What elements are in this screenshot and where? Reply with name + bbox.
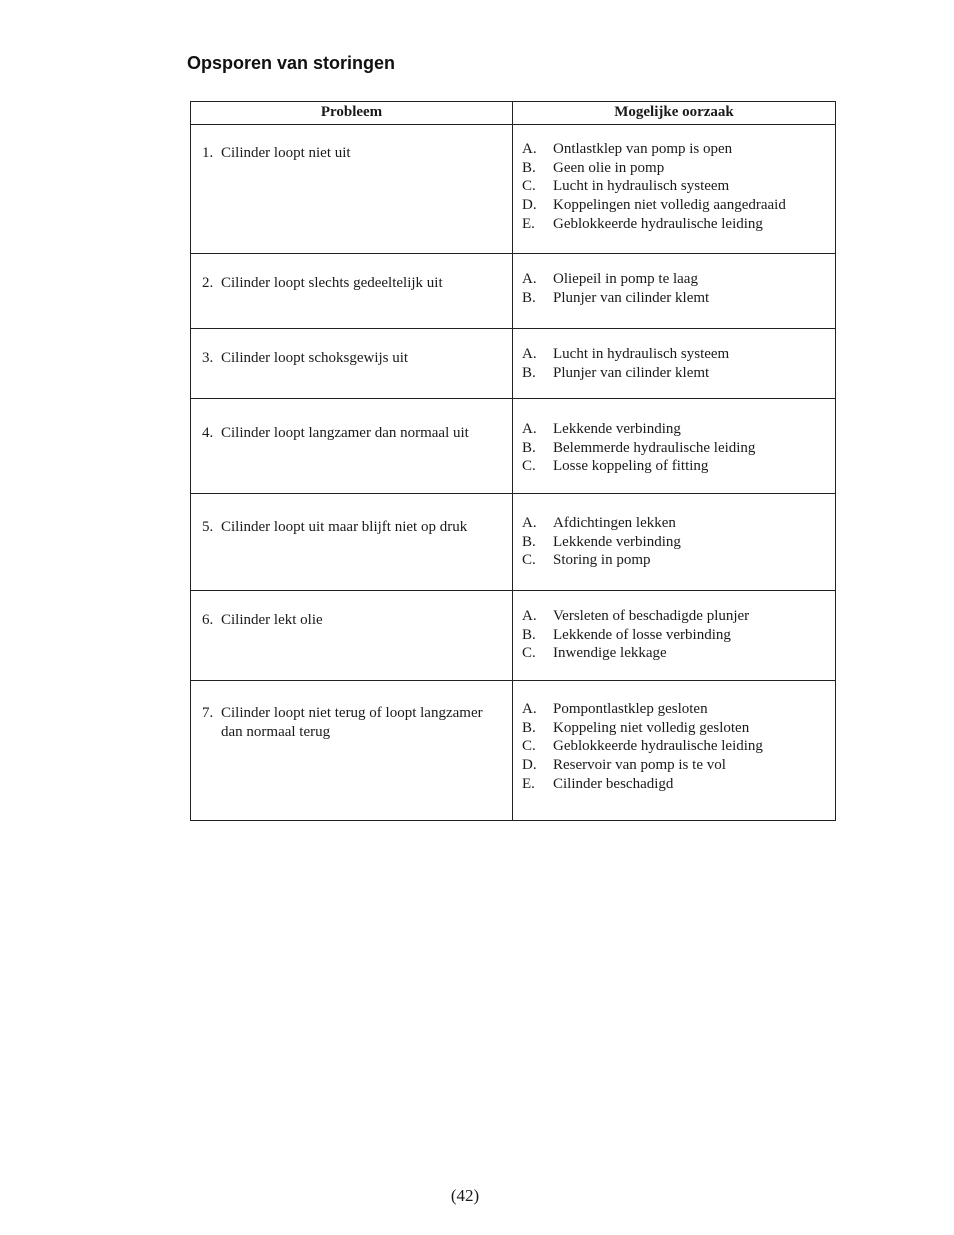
cause-letter: C. xyxy=(522,458,536,475)
cause-item xyxy=(522,514,834,533)
cause-text: Oliepeil in pomp te laag xyxy=(553,270,698,287)
problem-item xyxy=(192,704,511,742)
cause-item xyxy=(522,756,834,775)
cause-letter: B. xyxy=(522,626,536,643)
cause-letter: E. xyxy=(522,775,535,792)
problem-number: 6. xyxy=(202,611,214,628)
problem-item xyxy=(192,611,511,630)
cause-item xyxy=(522,775,834,794)
page-heading: Opsporen van storingen xyxy=(187,53,396,73)
cause-letter: C. xyxy=(522,178,536,195)
problem-cell xyxy=(191,253,513,328)
cause-letter: A. xyxy=(522,420,537,437)
cause-text: Koppeling niet volledig gesloten xyxy=(553,719,750,736)
cause-item xyxy=(522,420,834,439)
cause-letter: B. xyxy=(522,159,536,176)
header-problem: Probleem xyxy=(191,102,513,125)
cause-item xyxy=(522,719,834,738)
cause-text: Lekkende verbinding xyxy=(553,533,681,550)
problem-item xyxy=(192,274,511,293)
cause-text: Lucht in hydraulisch systeem xyxy=(553,345,730,362)
problem-number: 1. xyxy=(202,144,214,161)
cause-item xyxy=(522,700,834,719)
cause-text: Afdichtingen lekken xyxy=(553,514,676,531)
cause-list xyxy=(514,420,834,476)
cause-text: Lekkende of losse verbinding xyxy=(553,626,731,643)
problem-text: Cilinder loopt niet terug of loopt langzamer dan normaal terug xyxy=(221,704,483,740)
cause-letter: B. xyxy=(522,533,536,550)
cause-item xyxy=(522,345,834,364)
cause-text: Versleten of beschadigde plunjer xyxy=(553,607,750,624)
problem-number: 3. xyxy=(202,349,214,366)
table-row xyxy=(191,680,836,820)
problem-cell xyxy=(191,680,513,820)
problem-text: Cilinder loopt schoksgewijs uit xyxy=(221,349,409,366)
cause-text: Losse koppeling of fitting xyxy=(553,458,709,475)
problem-text: Cilinder loopt slechts gedeeltelijk uit xyxy=(221,274,443,291)
page-number: (42) xyxy=(450,1186,480,1205)
cause-text: Cilinder beschadigd xyxy=(553,775,674,792)
table-body xyxy=(191,124,836,820)
cause-text: Lucht in hydraulisch systeem xyxy=(553,178,730,195)
cause-item xyxy=(522,626,834,645)
problem-text: Cilinder loopt langzamer dan normaal uit xyxy=(221,424,469,441)
cause-text: Geblokkeerde hydraulische leiding xyxy=(553,738,763,755)
cause-item xyxy=(522,364,834,383)
cause-text: Storing in pomp xyxy=(553,552,651,569)
header-cause: Mogelijke oorzaak xyxy=(513,102,836,125)
cause-letter: A. xyxy=(522,514,537,531)
cause-list xyxy=(514,345,834,383)
cause-cell xyxy=(513,398,836,493)
problem-number: 4. xyxy=(202,424,214,441)
cause-cell xyxy=(513,253,836,328)
problem-text: Cilinder lekt olie xyxy=(221,611,323,628)
problem-item xyxy=(192,349,511,368)
cause-item xyxy=(522,737,834,756)
cause-letter: C. xyxy=(522,738,536,755)
problem-number: 5. xyxy=(202,518,214,535)
cause-text: Belemmerde hydraulische leiding xyxy=(553,439,756,456)
cause-item xyxy=(522,196,834,215)
table-row xyxy=(191,398,836,493)
cause-text: Koppelingen niet volledig aangedraaid xyxy=(553,197,786,214)
cause-item xyxy=(522,215,834,234)
problem-number: 2. xyxy=(202,274,214,291)
problem-item xyxy=(192,518,511,537)
problem-text: Cilinder loopt niet uit xyxy=(221,144,351,161)
cause-item xyxy=(522,177,834,196)
cause-letter: D. xyxy=(522,757,537,774)
cause-item xyxy=(522,159,834,178)
problem-cell xyxy=(191,124,513,253)
cause-list xyxy=(514,514,834,570)
table-row xyxy=(191,493,836,590)
problem-cell xyxy=(191,493,513,590)
cause-item xyxy=(522,270,834,289)
cause-list xyxy=(514,700,834,794)
cause-text: Lekkende verbinding xyxy=(553,420,681,437)
cause-list xyxy=(514,140,834,234)
cause-text: Reservoir van pomp is te vol xyxy=(553,757,726,774)
cause-letter: C. xyxy=(522,645,536,662)
cause-item xyxy=(522,533,834,552)
problem-text: Cilinder loopt uit maar blijft niet op druk xyxy=(221,518,468,535)
cause-text: Inwendige lekkage xyxy=(553,645,667,662)
cause-letter: B. xyxy=(522,439,536,456)
cause-letter: B. xyxy=(522,364,536,381)
cause-text: Plunjer van cilinder klemt xyxy=(553,289,710,306)
cause-letter: A. xyxy=(522,270,537,287)
cause-item xyxy=(522,289,834,308)
cause-text: Ontlastklep van pomp is open xyxy=(553,140,733,157)
cause-item xyxy=(522,439,834,458)
table-row xyxy=(191,124,836,253)
cause-cell xyxy=(513,680,836,820)
problem-cell xyxy=(191,398,513,493)
table-header-row xyxy=(191,102,836,125)
cause-item xyxy=(522,457,834,476)
cause-list xyxy=(514,270,834,308)
problem-cell xyxy=(191,590,513,680)
cause-item xyxy=(522,140,834,159)
cause-text: Plunjer van cilinder klemt xyxy=(553,364,710,381)
cause-item xyxy=(522,644,834,663)
cause-letter: A. xyxy=(522,140,537,157)
table-row xyxy=(191,328,836,398)
cause-letter: E. xyxy=(522,215,535,232)
cause-letter: B. xyxy=(522,719,536,736)
cause-letter: B. xyxy=(522,289,536,306)
cause-cell xyxy=(513,124,836,253)
cause-cell xyxy=(513,590,836,680)
cause-item xyxy=(522,551,834,570)
problem-item xyxy=(192,424,511,443)
cause-text: Geblokkeerde hydraulische leiding xyxy=(553,215,763,232)
cause-item xyxy=(522,607,834,626)
cause-letter: A. xyxy=(522,607,537,624)
cause-cell xyxy=(513,328,836,398)
cause-list xyxy=(514,607,834,663)
table-row xyxy=(191,253,836,328)
cause-text: Pompontlastklep gesloten xyxy=(553,700,708,717)
cause-letter: C. xyxy=(522,552,536,569)
cause-cell xyxy=(513,493,836,590)
problem-cell xyxy=(191,328,513,398)
cause-letter: A. xyxy=(522,700,537,717)
table-row xyxy=(191,590,836,680)
cause-text: Geen olie in pomp xyxy=(553,159,665,176)
cause-letter: D. xyxy=(522,197,537,214)
troubleshooting-table xyxy=(190,101,836,821)
problem-item xyxy=(192,144,511,163)
problem-number: 7. xyxy=(202,704,214,721)
cause-letter: A. xyxy=(522,345,537,362)
